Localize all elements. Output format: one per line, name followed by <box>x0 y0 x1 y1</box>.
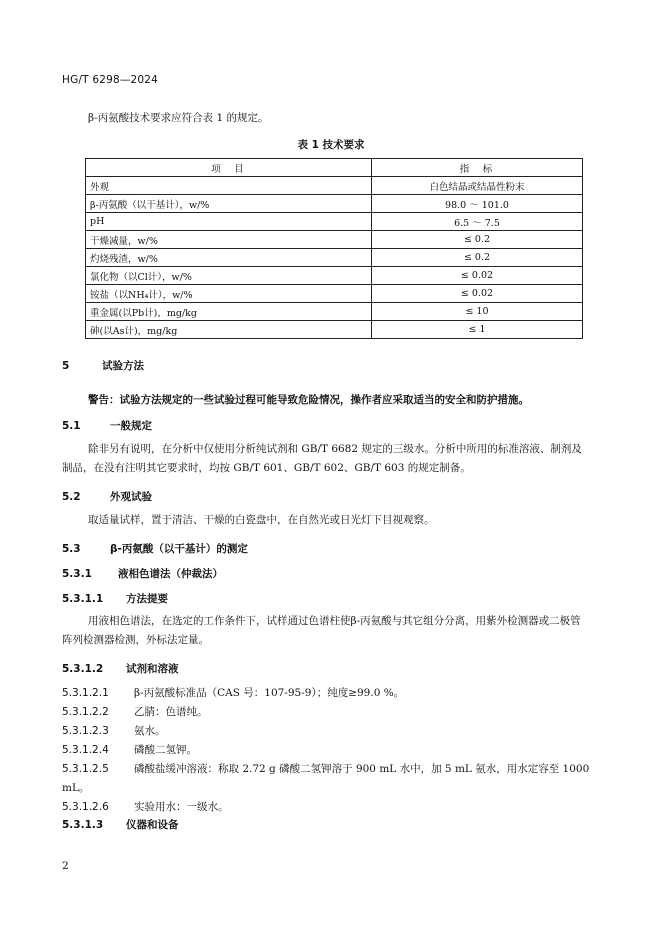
section-5-2-heading <box>62 489 152 504</box>
section-5-3-1-heading <box>62 566 223 581</box>
header-value: 指 标 <box>372 159 583 177</box>
row-value: ≤ 0.2 <box>372 231 583 249</box>
table-row <box>86 285 583 303</box>
row-value: ≤ 0.02 <box>372 285 583 303</box>
section-title: 试验方法 <box>102 360 144 372</box>
table-header-row <box>86 159 583 177</box>
item-text: 磷酸二氢钾。 <box>134 744 197 756</box>
section-5-3-1-1-heading <box>62 591 168 606</box>
section-title: 仪器和设备 <box>126 819 179 831</box>
section-number: 5.3.1.2 <box>62 663 104 675</box>
spec-table <box>85 158 583 339</box>
row-item: pH <box>86 213 372 231</box>
list-item <box>62 703 590 722</box>
safety-warning: 警告：试验方法规定的一些试验过程可能导致危险情况，操作者应采取适当的安全和防护措施。 <box>88 394 529 406</box>
section-5-heading <box>62 358 144 373</box>
table-row <box>86 303 583 321</box>
row-value: ≤ 0.2 <box>372 249 583 267</box>
section-5-3-heading <box>62 541 248 556</box>
row-item: 灼烧残渣，w/% <box>86 249 372 267</box>
section-number: 5.3 <box>62 543 81 555</box>
item-text: 乙腈：色谱纯。 <box>134 706 208 718</box>
table-row <box>86 177 583 195</box>
row-item: 干燥减量，w/% <box>86 231 372 249</box>
section-number: 5.3.1.1 <box>62 593 104 605</box>
row-value: 98.0 ～ 101.0 <box>372 195 583 213</box>
row-value: ≤ 10 <box>372 303 583 321</box>
row-value: ≤ 0.02 <box>372 267 583 285</box>
row-value: ≤ 1 <box>372 321 583 339</box>
page-number: 2 <box>62 860 69 872</box>
section-number: 5.3.1 <box>62 568 92 580</box>
item-number: 5.3.1.2.4 <box>62 744 109 756</box>
section-title: 方法提要 <box>126 593 168 605</box>
item-text: 实验用水：一级水。 <box>134 801 229 813</box>
list-item <box>62 684 590 703</box>
row-value: 白色结晶或结晶性粉末 <box>372 177 583 195</box>
section-5-2-text: 取适量试样，置于清洁、干燥的白瓷盘中，在自然光或日光灯下目视观察。 <box>88 514 435 526</box>
table-row <box>86 267 583 285</box>
item-number: 5.3.1.2.1 <box>62 687 109 699</box>
table-row <box>86 231 583 249</box>
section-5-1-heading <box>62 418 152 433</box>
item-text: 磷酸盐缓冲溶液：称取 2.72 g 磷酸二氢钾溶于 900 mL 水中，加 5 mL 氨水，用水定容至 1000 mL。 <box>62 763 590 794</box>
section-title: 液相色谱法（仲裁法） <box>118 568 223 580</box>
section-5-3-1-2-heading <box>62 661 179 676</box>
item-number: 5.3.1.2.3 <box>62 725 109 737</box>
table-row <box>86 195 583 213</box>
section-number: 5 <box>62 360 70 372</box>
section-number: 5.2 <box>62 491 81 503</box>
table-row <box>86 249 583 267</box>
section-title: 一般规定 <box>110 420 152 432</box>
row-value: 6.5 ～ 7.5 <box>372 213 583 231</box>
section-title: β-丙氨酸（以干基计）的测定 <box>110 543 248 555</box>
list-item <box>62 760 590 798</box>
list-item <box>62 741 590 760</box>
table-row <box>86 321 583 339</box>
list-item <box>62 722 590 741</box>
row-item: 重金属(以Pb计)，mg/kg <box>86 303 372 321</box>
standard-number: HG/T 6298—2024 <box>62 74 159 86</box>
list-item <box>62 798 590 817</box>
intro-text: β-丙氨酸技术要求应符合表 1 的规定。 <box>88 112 269 124</box>
row-item: 氯化物（以Cl计），w/% <box>86 267 372 285</box>
section-title: 外观试验 <box>110 491 152 503</box>
item-text: β-丙氨酸标准品（CAS 号：107-95-9）；纯度≥99.0 %。 <box>134 687 405 699</box>
section-number: 5.3.1.3 <box>62 819 104 831</box>
section-5-3-1-1-text: 用液相色谱法，在选定的工作条件下，试样通过色谱柱使β-丙氨酸与其它组分分离，用紫外检测器或二极管阵列检测器检测，外标法定量。 <box>62 615 581 646</box>
item-number: 5.3.1.2.2 <box>62 706 109 718</box>
table-caption: 表 1 技术要求 <box>297 139 365 151</box>
row-item: 铵盐（以NH₄计），w/% <box>86 285 372 303</box>
item-number: 5.3.1.2.5 <box>62 763 109 775</box>
table-row <box>86 213 583 231</box>
section-5-1-text: 除非另有说明，在分析中仅使用分析纯试剂和 GB/T 6682 规定的三级水。分析中所用的标准溶液、制剂及制品，在没有注明其它要求时，均按 GB/T 601、GB/T 602、GB/T 603 的规定制备。 <box>62 443 582 474</box>
item-number: 5.3.1.2.6 <box>62 801 109 813</box>
row-item: 外观 <box>86 177 372 195</box>
item-text: 氨水。 <box>134 725 166 737</box>
row-item: β-丙氨酸（以干基计），w/% <box>86 195 372 213</box>
section-5-3-1-3-heading <box>62 817 179 832</box>
header-item: 项 目 <box>86 159 372 177</box>
row-item: 砷(以As计)，mg/kg <box>86 321 372 339</box>
section-title: 试剂和溶液 <box>126 663 179 675</box>
section-number: 5.1 <box>62 420 81 432</box>
